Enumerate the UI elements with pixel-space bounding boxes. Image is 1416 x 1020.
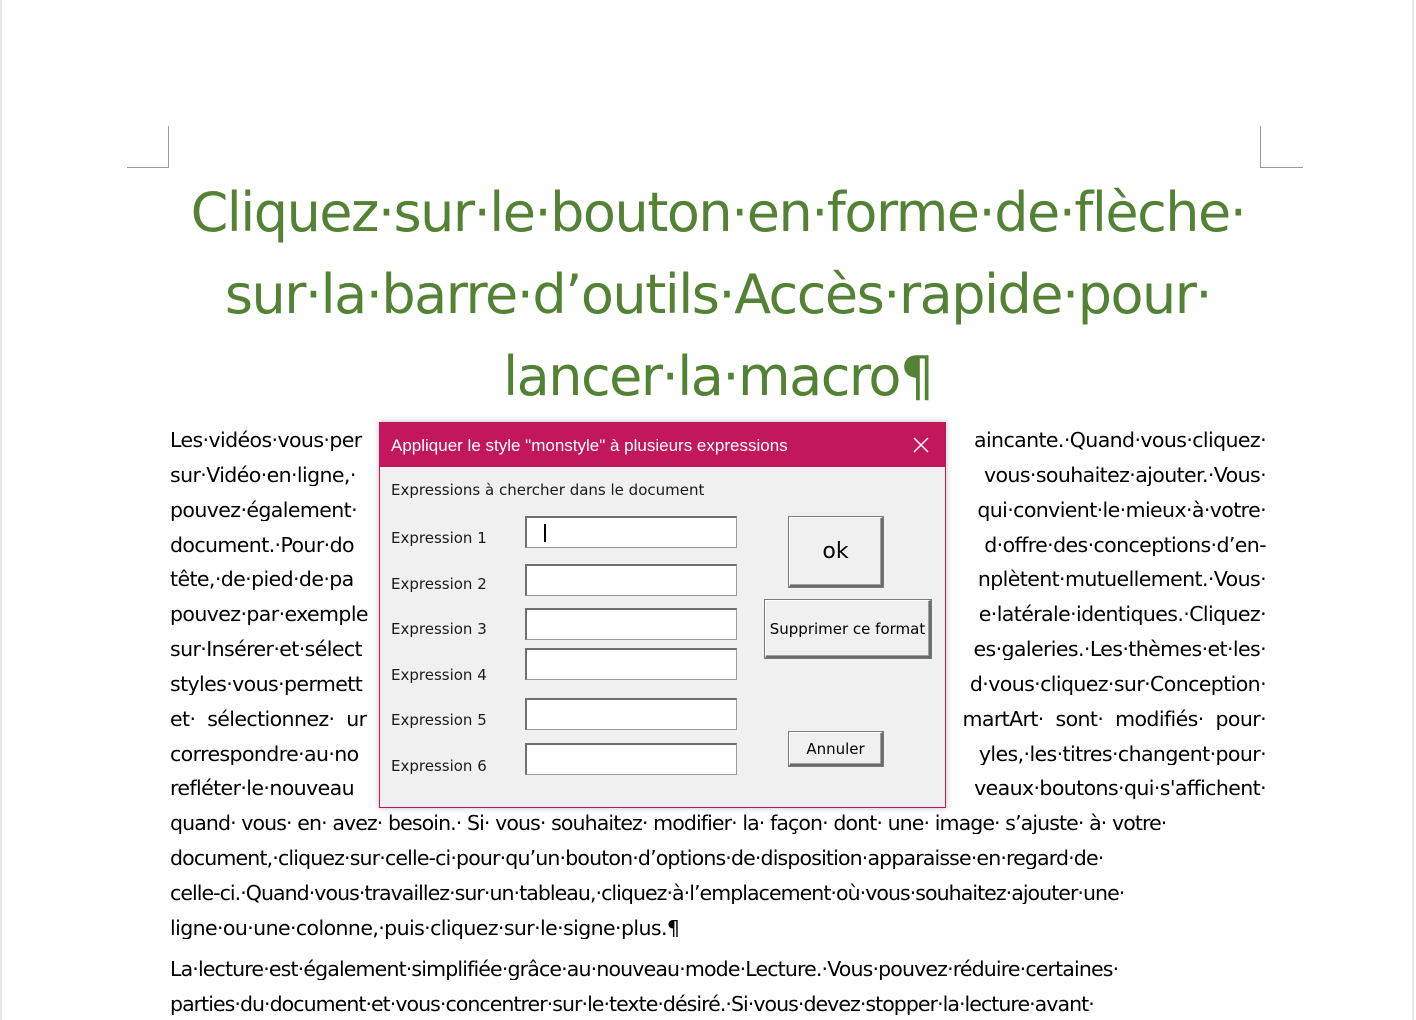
paragraph-line: nplètent·mutuellement.·Vous·	[977, 569, 1266, 590]
expression-6-input[interactable]	[525, 743, 737, 775]
dialog-titlebar[interactable]	[380, 423, 945, 467]
title-line: lancer·la·macro¶	[503, 345, 933, 408]
cancel-button[interactable]: Annuler	[789, 732, 883, 766]
paragraph-line: La·lecture·est·également·simplifiée·grâce·au·nouveau·mode·Lecture.·Vous·pouvez·réduire·certaines·	[170, 959, 1119, 980]
expression-2-label: Expression 2	[391, 575, 487, 593]
paragraph-line: refléter·le·nouveau	[170, 778, 354, 799]
paragraph-line: parties·du·document·et·vous·concentrer·sur·le·texte·désiré.·Si·vous·devez·stopper·la·lecture·avant·	[170, 994, 1094, 1015]
paragraph-line: yles,·les·titres·changent·pour·	[978, 744, 1266, 765]
paragraph-line: quand· vous· en· avez· besoin.· Si· vous· souhaitez· modifier· la· façon· dont· une· image· s’ajuste· à· votre·	[170, 813, 1167, 834]
paragraph-line: e·latérale·identiques.·Cliquez·	[978, 604, 1266, 625]
expression-3-label: Expression 3	[391, 620, 487, 638]
paragraph-line: styles·vous·permett	[170, 674, 363, 695]
paragraph-line: document,·cliquez·sur·celle-ci·pour·qu’un·bouton·d’options·de·disposition·apparaisse·en·regard·de·	[170, 848, 1104, 869]
paragraph-line: martArt· sont· modifiés· pour·	[962, 709, 1266, 730]
expression-6-label: Expression 6	[391, 757, 487, 775]
expression-5-input[interactable]	[525, 698, 737, 730]
expression-2-input[interactable]	[525, 564, 737, 596]
paragraph-line: celle-ci.·Quand·vous·travaillez·sur·un·tableau,·cliquez·à·l’emplacement·où·vous·souhaitez·ajouter·une·	[170, 883, 1125, 904]
margin-corner-mark-top-left	[127, 167, 169, 168]
paragraph-line: Les·vidéos·vous·per	[170, 430, 362, 451]
paragraph-line: qui·convient·le·mieux·à·votre·	[977, 500, 1266, 521]
expression-5-label: Expression 5	[391, 711, 487, 729]
apply-style-dialog	[379, 422, 946, 808]
expression-4-input[interactable]	[525, 648, 737, 680]
close-button[interactable]	[904, 429, 938, 461]
title-line: sur·la·barre·d’outils·Accès·rapide·pour·	[224, 263, 1212, 326]
page-edge-left	[0, 0, 2, 1020]
ok-button[interactable]: ok	[789, 517, 883, 587]
margin-corner-mark-top-right	[1260, 126, 1261, 168]
expression-1-input[interactable]	[525, 516, 737, 548]
remove-format-button[interactable]: Supprimer ce format	[765, 600, 931, 658]
paragraph-line: sur·Insérer·et·sélect	[170, 639, 362, 660]
paragraph-line: pouvez·par·exemple	[170, 604, 368, 625]
close-icon	[913, 437, 929, 453]
dialog-title: Appliquer le style "monstyle" à plusieurs expressions	[391, 436, 788, 455]
expression-3-input[interactable]	[525, 608, 737, 640]
dialog-instruction: Expressions à chercher dans le document	[391, 481, 705, 499]
paragraph-line: pouvez·également·	[170, 500, 357, 521]
paragraph-line: aincante.·Quand·vous·cliquez·	[974, 430, 1266, 451]
title-line: Cliquez·sur·le·bouton·en·forme·de·flèche·	[190, 181, 1246, 244]
expression-1-label: Expression 1	[391, 529, 487, 547]
paragraph-line: veaux·boutons·qui·s'affichent·	[974, 778, 1266, 799]
paragraph-line: d·offre·des·conceptions·d’en-	[984, 535, 1266, 556]
page-edge-right	[1412, 0, 1414, 1020]
expression-4-label: Expression 4	[391, 666, 487, 684]
paragraph-line: document.·Pour·do	[170, 535, 354, 556]
paragraph-line: et· sélectionnez· ur	[170, 709, 367, 730]
paragraph-line: es·galeries.·Les·thèmes·et·les·	[973, 639, 1266, 660]
paragraph-line: d·vous·cliquez·sur·Conception·	[969, 674, 1266, 695]
paragraph-line: vous·souhaitez·ajouter.·Vous·	[983, 465, 1266, 486]
paragraph-line: sur·Vidéo·en·ligne,·	[170, 465, 356, 486]
margin-corner-mark-top-right	[1260, 167, 1303, 168]
paragraph-line: ligne·ou·une·colonne,·puis·cliquez·sur·le·signe·plus.¶	[170, 918, 680, 939]
margin-corner-mark-top-left	[168, 126, 169, 168]
text-cursor	[544, 524, 546, 542]
paragraph-line: tête,·de·pied·de·pa	[170, 569, 354, 590]
paragraph-line: correspondre·au·no	[170, 744, 359, 765]
